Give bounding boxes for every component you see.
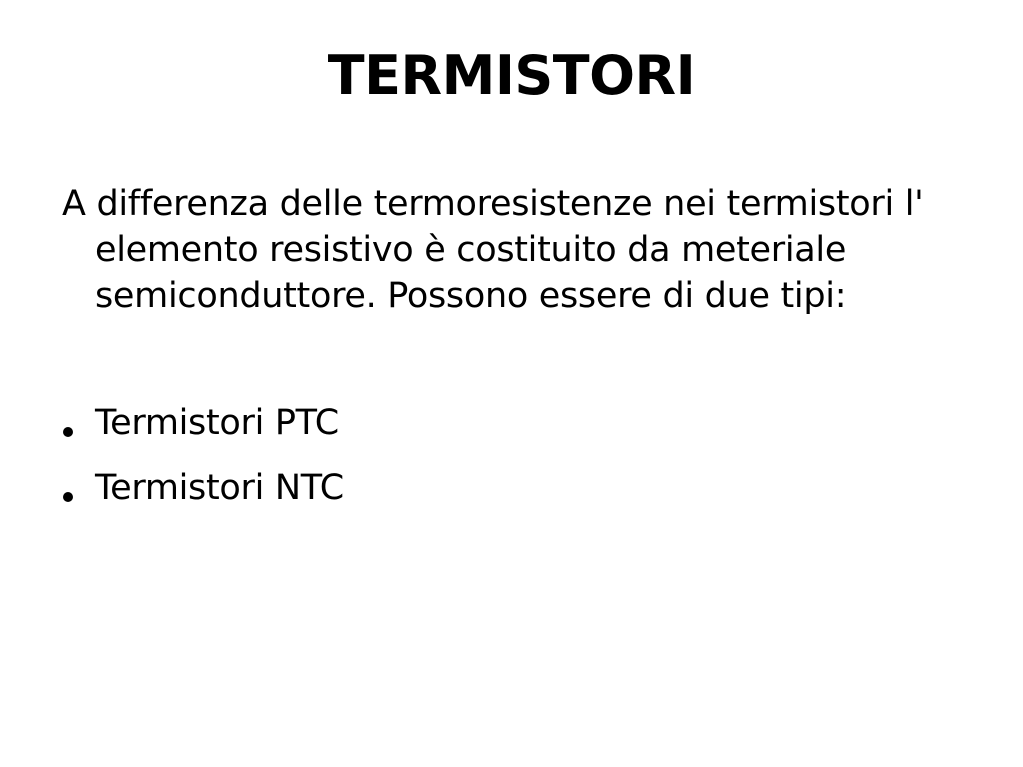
bullet-dot-icon (63, 427, 73, 437)
bullet-label: Termistori PTC (95, 403, 339, 443)
slide-title: TERMISTORI (327, 44, 696, 107)
bullet-label: Termistori NTC (95, 468, 344, 508)
bullet-item-ptc (62, 400, 344, 446)
intro-paragraph: A differenza delle termoresistenze nei termistori l' elemento resistivo è costituito da meteriale semiconduttore. Possono essere di due tipi: (62, 184, 924, 316)
bullet-list (62, 400, 344, 530)
bullet-item-ntc (62, 465, 344, 511)
bullet-dot-icon (63, 492, 73, 502)
